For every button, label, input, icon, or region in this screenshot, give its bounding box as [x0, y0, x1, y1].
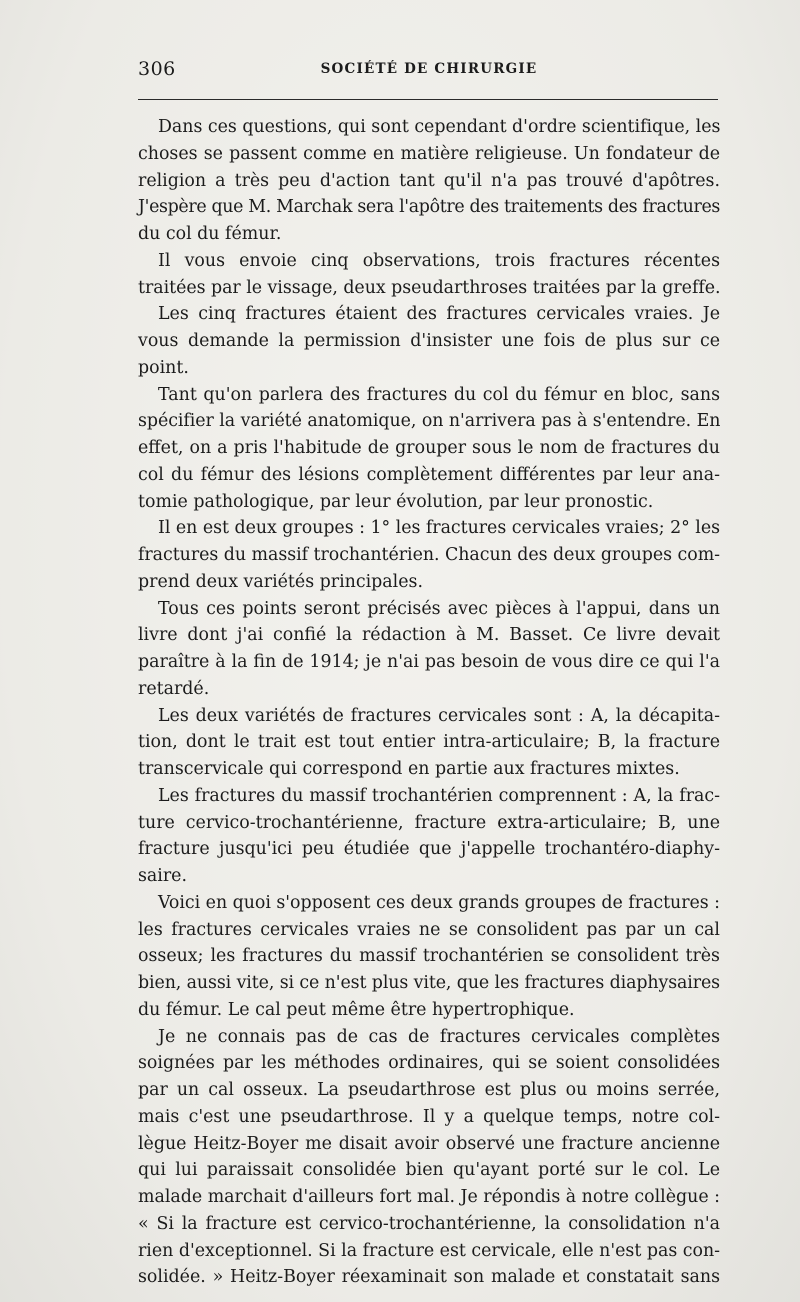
text-line: soignées par les méthodes ordinaires, qui se soient consolidées	[138, 1053, 720, 1074]
text-line: lègue Heitz-Boyer me disait avoir observé une fracture ancienne	[138, 1133, 720, 1154]
text-line: spécifier la variété anatomique, on n'arrivera pas à s'entendre. En	[138, 411, 721, 432]
text-line: Je ne connais pas de cas de fractures cervicales complètes	[158, 1026, 720, 1047]
text-line: rien d'exceptionnel. Si la fracture est cervicale, elle n'est pas con-	[138, 1240, 720, 1261]
text-line: vous demande la permission d'insister une fois de plus sur ce	[138, 331, 720, 351]
text-line: Dans ces questions, qui sont cependant d'ordre scientifique, les	[158, 117, 721, 137]
text-line: religion a très peu d'action tant qu'il n'a pas trouvé d'apôtres.	[138, 170, 720, 191]
text-line: les fractures cervicales vraies ne se consolident pas par un cal	[138, 919, 720, 940]
text-line: ture cervico-trochantérienne, fracture extra-articulaire; B, une	[138, 812, 720, 833]
text-line: transcervicale qui correspond en partie aux fractures mixtes.	[138, 759, 680, 779]
text-line: tomie pathologique, par leur évolution, par leur pronostic.	[138, 491, 654, 512]
text-line: osseux; les fractures du massif trochantérien se consolident très	[138, 946, 720, 967]
text-line: traitées par le vissage, deux pseudarthroses traitées par la greffe.	[138, 277, 721, 298]
page-header	[138, 58, 720, 86]
text-line: retardé.	[138, 678, 210, 699]
text-line: tion, dont le trait est tout entier intra-articulaire; B, la fracture	[138, 732, 720, 753]
body-text	[138, 114, 720, 1291]
page-number: 306	[138, 58, 176, 80]
text-line: Voici en quoi s'opposent ces deux grands groupes de fractures :	[158, 892, 721, 913]
text-line: paraître à la fin de 1914; je n'ai pas besoin de vous dire ce qui l'a	[138, 652, 720, 672]
text-line: qui lui paraissait consolidée bien qu'ayant porté sur le col. Le	[138, 1160, 720, 1181]
text-line: J'espère que M. Marchak sera l'apôtre des traitements des fractures	[138, 197, 720, 218]
running-title: SOCIÉTÉ DE CHIRURGIE	[320, 61, 538, 77]
text-line: « Si la fracture est cervico-trochantérienne, la consolidation n'a	[138, 1213, 720, 1234]
text-line: point.	[138, 357, 189, 378]
text-line: Il vous envoie cinq observations, trois fractures récentes	[158, 250, 720, 271]
text-line: du fémur. Le cal peut même être hypertrophique.	[138, 999, 575, 1020]
text-line: fracture jusqu'ici peu étudiée que j'appelle trochantéro-diaphy-	[138, 839, 720, 860]
header-rule	[138, 99, 718, 100]
text-line: livre dont j'ai confié la rédaction à M. Basset. Ce livre devait	[138, 625, 720, 646]
text-line: prend deux variétés principales.	[138, 571, 423, 592]
text-line: effet, on a pris l'habitude de grouper sous le nom de fractures du	[138, 438, 720, 458]
text-line: bien, aussi vite, si ce n'est plus vite, que les fractures diaphysaires	[138, 973, 720, 993]
text-line: saire.	[138, 866, 187, 886]
text-line: du col du fémur.	[138, 224, 282, 244]
text-line: solidée. » Heitz-Boyer réexaminait son malade et constatait sans	[138, 1267, 720, 1288]
text-line: Tant qu'on parlera des fractures du col du fémur en bloc, sans	[158, 384, 720, 405]
text-line: malade marchait d'ailleurs fort mal. Je répondis à notre collègue :	[138, 1187, 720, 1207]
text-line: Les cinq fractures étaient des fractures cervicales vraies. Je	[158, 304, 720, 325]
text-line: Il en est deux groupes : 1° les fractures cervicales vraies; 2° les	[158, 518, 720, 539]
text-line: Tous ces points seront précisés avec pièces à l'appui, dans un	[158, 598, 720, 619]
text-line: Les fractures du massif trochantérien comprennent : A, la frac-	[158, 785, 720, 806]
text-line: col du fémur des lésions complètement différentes par leur ana-	[138, 464, 720, 485]
text-line: fractures du massif trochantérien. Chacun des deux groupes com-	[138, 545, 720, 565]
text-line: choses se passent comme en matière religieuse. Un fondateur de	[138, 143, 720, 164]
text-line: Les deux variétés de fractures cervicales sont : A, la décapita-	[158, 705, 720, 726]
text-line: par un cal osseux. La pseudarthrose est plus ou moins serrée,	[138, 1080, 720, 1100]
text-line: mais c'est une pseudarthrose. Il y a quelque temps, notre col-	[138, 1106, 720, 1127]
